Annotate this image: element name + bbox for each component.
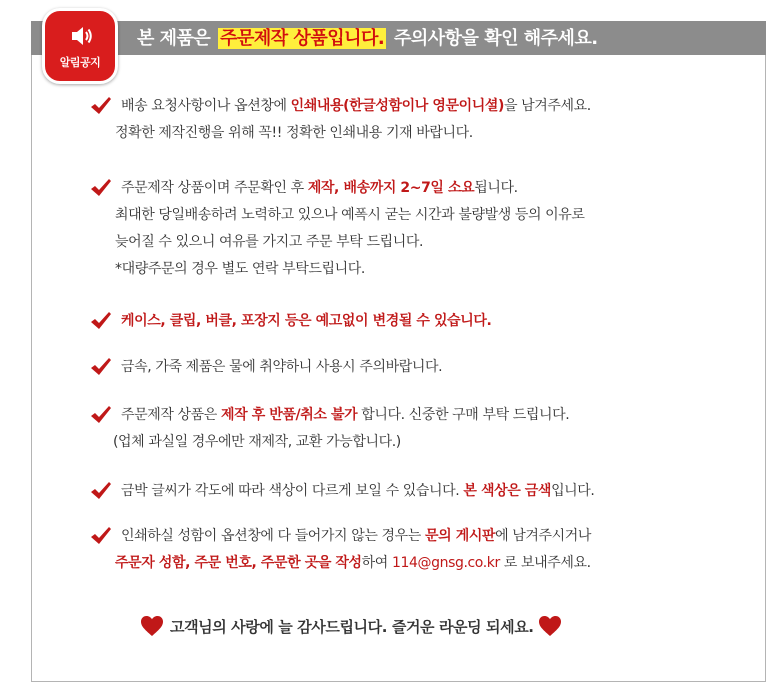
item-text: 로 보내주세요. <box>499 555 591 571</box>
header-highlight: 주문제작 상품입니다. <box>220 28 385 49</box>
notice-item <box>90 93 591 147</box>
notice-item <box>90 402 569 456</box>
item-text: 인쇄하실 성함이 옵션창에 다 들어가지 않는 경우는 <box>121 528 425 544</box>
check-icon <box>90 178 112 198</box>
header-text-after: 주의사항을 확인 해주세요. <box>394 28 598 49</box>
item-text: 입니다. <box>551 483 595 499</box>
notice-item <box>90 175 585 283</box>
header-title <box>137 24 598 54</box>
contact-email: 114@gnsg.co.kr <box>391 555 500 571</box>
footer-message <box>140 611 562 641</box>
item-text: 합니다. 신중한 구매 부탁 드립니다. <box>357 407 570 423</box>
item-emphasis: 케이스, 클립, 버클, 포장지 등은 예고없이 변경될 수 있습니다. <box>121 313 492 329</box>
item-emphasis: 인쇄내용(한글성함이나 영문이니셜) <box>290 98 504 114</box>
notice-badge <box>42 8 118 84</box>
item-text: 최대한 당일배송하려 노력하고 있으나 예폭시 굳는 시간과 불량발생 등의 이유로 <box>115 207 585 223</box>
item-emphasis: 문의 게시판 <box>424 528 496 544</box>
heart-icon <box>140 615 164 637</box>
item-text: 배송 요청사항이나 옵션창에 <box>121 98 291 114</box>
item-emphasis: 주문자 성함, 주문 번호, 주문한 곳을 작성 <box>115 555 362 571</box>
check-icon <box>90 526 112 546</box>
badge-label: 알림공지 <box>59 56 101 69</box>
check-icon <box>90 405 112 425</box>
item-text: 금박 글씨가 각도에 따라 색상이 다르게 보일 수 있습니다. <box>121 483 464 499</box>
item-text: 늦어질 수 있으니 여유를 가지고 주문 부탁 드립니다. <box>115 234 424 250</box>
check-icon <box>90 311 112 331</box>
heart-icon <box>538 615 562 637</box>
item-text: 됩니다. <box>474 180 518 196</box>
check-icon <box>90 357 112 377</box>
item-text: *대량주문의 경우 별도 연락 부탁드립니다. <box>115 261 365 277</box>
footer-text: 고객님의 사랑에 늘 감사드립니다. 즐거운 라운딩 되세요. <box>170 617 534 636</box>
speaker-icon <box>70 25 94 47</box>
check-icon <box>90 481 112 501</box>
check-icon <box>90 96 112 116</box>
notice-item <box>90 354 442 381</box>
item-text: 에 남겨주시거나 <box>495 528 591 544</box>
item-text: 을 남겨주세요. <box>503 98 591 114</box>
item-text: 금속, 가죽 제품은 물에 취약하니 사용시 주의바랍니다. <box>121 359 443 375</box>
item-text: 주문제작 상품이며 주문확인 후 <box>121 180 308 196</box>
item-emphasis: 제작 후 반품/취소 불가 <box>220 407 358 423</box>
item-text: 정확한 제작진행을 위해 꼭!! 정확한 인쇄내용 기재 바랍니다. <box>115 125 473 141</box>
notice-item <box>90 523 591 577</box>
item-text: 하여 <box>361 555 392 571</box>
item-text: (업체 과실일 경우에만 재제작, 교환 가능합니다.) <box>113 434 401 450</box>
notice-item <box>90 478 595 505</box>
item-emphasis: 본 색상은 금색 <box>463 483 552 499</box>
header-text-before: 본 제품은 <box>137 28 211 49</box>
item-text: 주문제작 상품은 <box>121 407 221 423</box>
notice-item <box>90 308 491 335</box>
item-emphasis: 제작, 배송까지 2~7일 소요 <box>307 180 475 196</box>
